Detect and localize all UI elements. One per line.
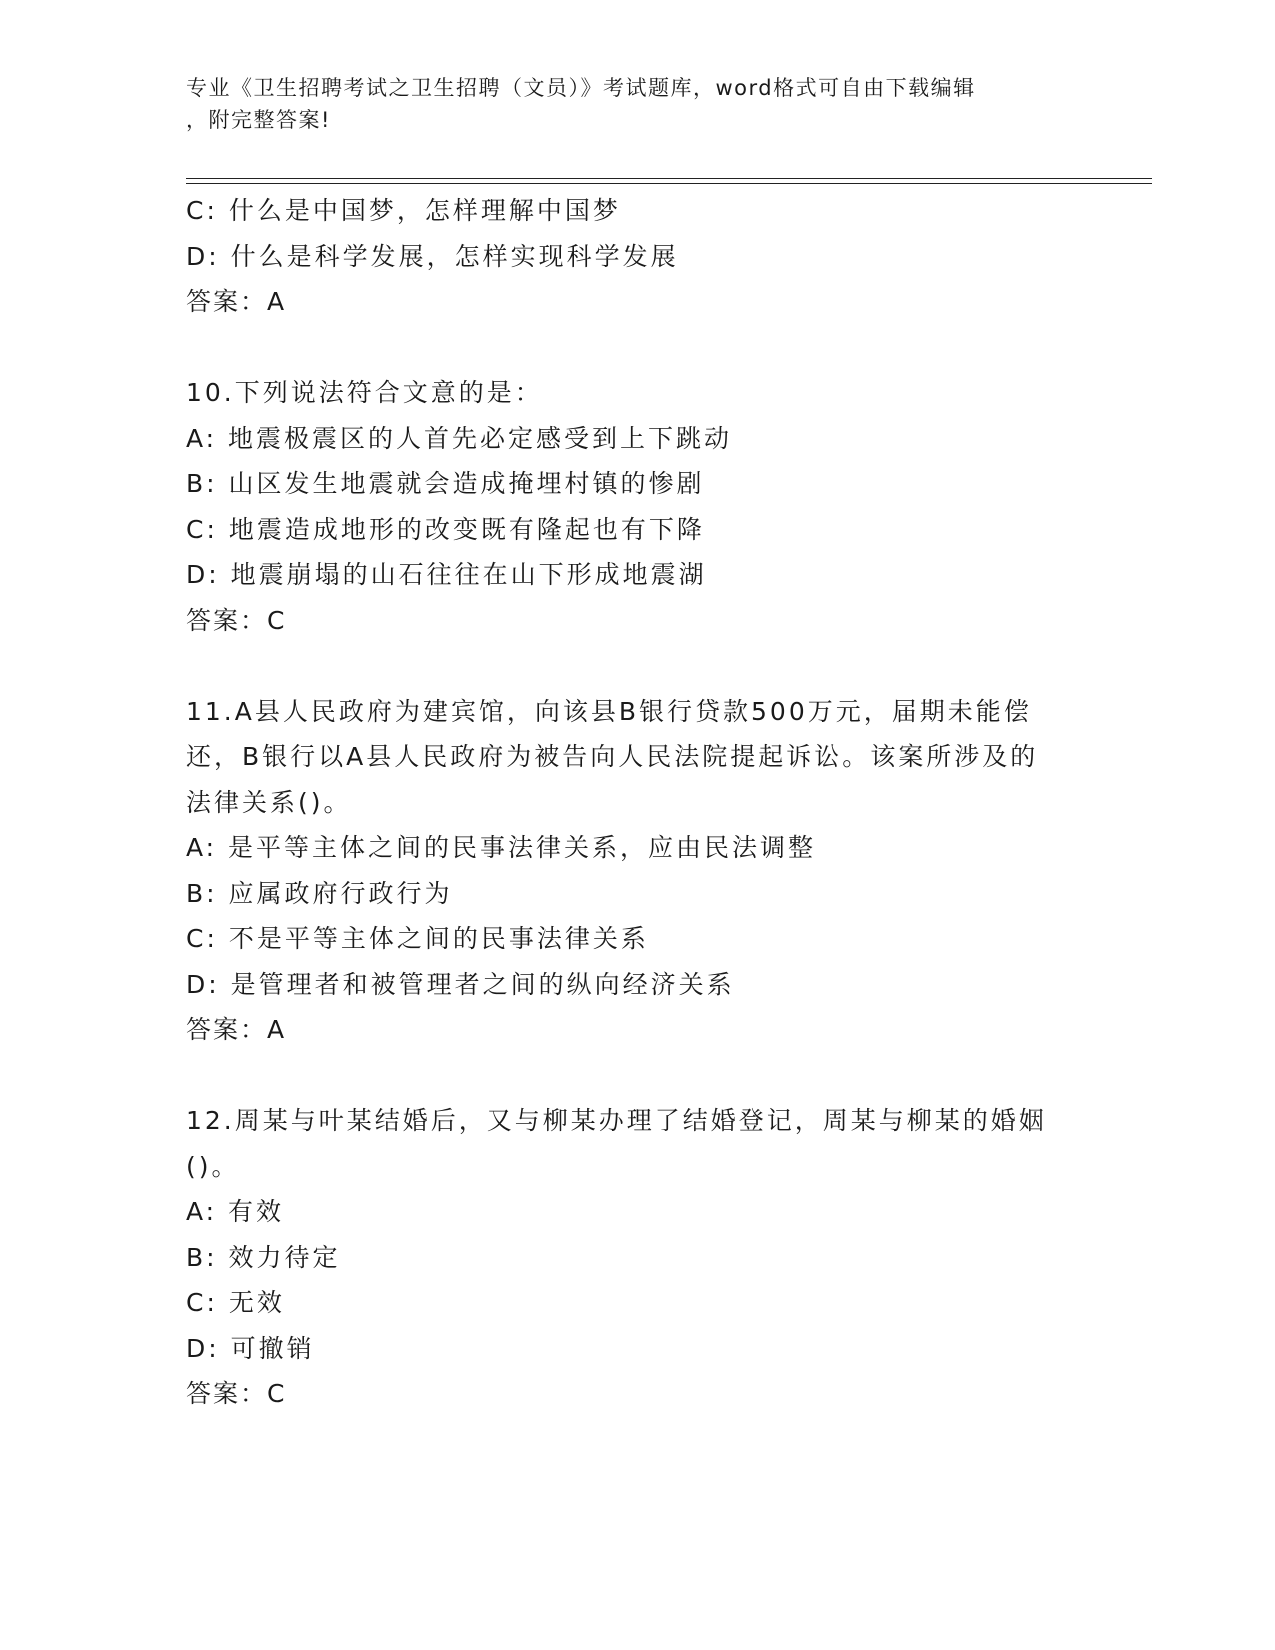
option-d: D: 地震崩塌的山石往往在山下形成地震湖: [186, 560, 707, 589]
option-b: B: 山区发生地震就会造成掩埋村镇的惨剧: [186, 469, 705, 498]
spacer: [186, 643, 1086, 689]
question-12: [186, 1098, 1086, 1417]
question-stem-line-3: 法律关系()。: [186, 787, 352, 817]
header-line-1: 专业《卫生招聘考试之卫生招聘（文员）》考试题库，word格式可自由下载编辑: [186, 76, 976, 100]
option-d: D: 是管理者和被管理者之间的纵向经济关系: [186, 969, 735, 999]
question-stem-line-2: ()。: [186, 1151, 240, 1181]
question-stem-line-1: 12.周某与叶某结婚后，又与柳某办理了结婚登记，周某与柳某的婚姻: [186, 1106, 1047, 1135]
answer: 答案：A: [186, 1015, 287, 1044]
header-line-2: ，附完整答案!: [186, 108, 331, 132]
option-d: D: 可撤销: [186, 1333, 315, 1363]
option-a: A: 是平等主体之间的民事法律关系，应由民法调整: [186, 833, 817, 862]
answer: 答案：C: [186, 1379, 287, 1408]
option-c: C: 无效: [186, 1288, 285, 1317]
question-11: [186, 689, 1086, 1053]
option-a: A: 地震极震区的人首先必定感受到上下跳动: [186, 423, 733, 453]
option-c: C: 不是平等主体之间的民事法律关系: [186, 924, 649, 953]
option-d: D: 什么是科学发展，怎样实现科学发展: [186, 241, 679, 271]
question-prev: [186, 188, 1086, 325]
spacer: [186, 1053, 1086, 1099]
option-c: C: 什么是中国梦，怎样理解中国梦: [186, 196, 621, 225]
question-stem-line-1: 11.A县人民政府为建宾馆，向该县B银行贷款500万元，届期未能偿: [186, 696, 1032, 726]
option-a: A: 有效: [186, 1197, 285, 1226]
answer: 答案：A: [186, 287, 287, 316]
answer: 答案：C: [186, 605, 287, 635]
question-list: [186, 188, 1086, 1417]
option-c: C: 地震造成地形的改变既有隆起也有下降: [186, 514, 705, 544]
spacer: [186, 325, 1086, 371]
document-header: [186, 72, 1066, 136]
header-rule-top: [186, 178, 1152, 179]
question-stem-line-2: 还，B银行以A县人民政府为被告向人民法院提起诉讼。该案所涉及的: [186, 742, 1039, 771]
option-b: B: 效力待定: [186, 1242, 341, 1272]
header-rule-bottom: [186, 183, 1152, 184]
question-stem: 10.下列说法符合文意的是：: [186, 378, 543, 407]
question-10: [186, 370, 1086, 643]
option-b: B: 应属政府行政行为: [186, 878, 453, 908]
